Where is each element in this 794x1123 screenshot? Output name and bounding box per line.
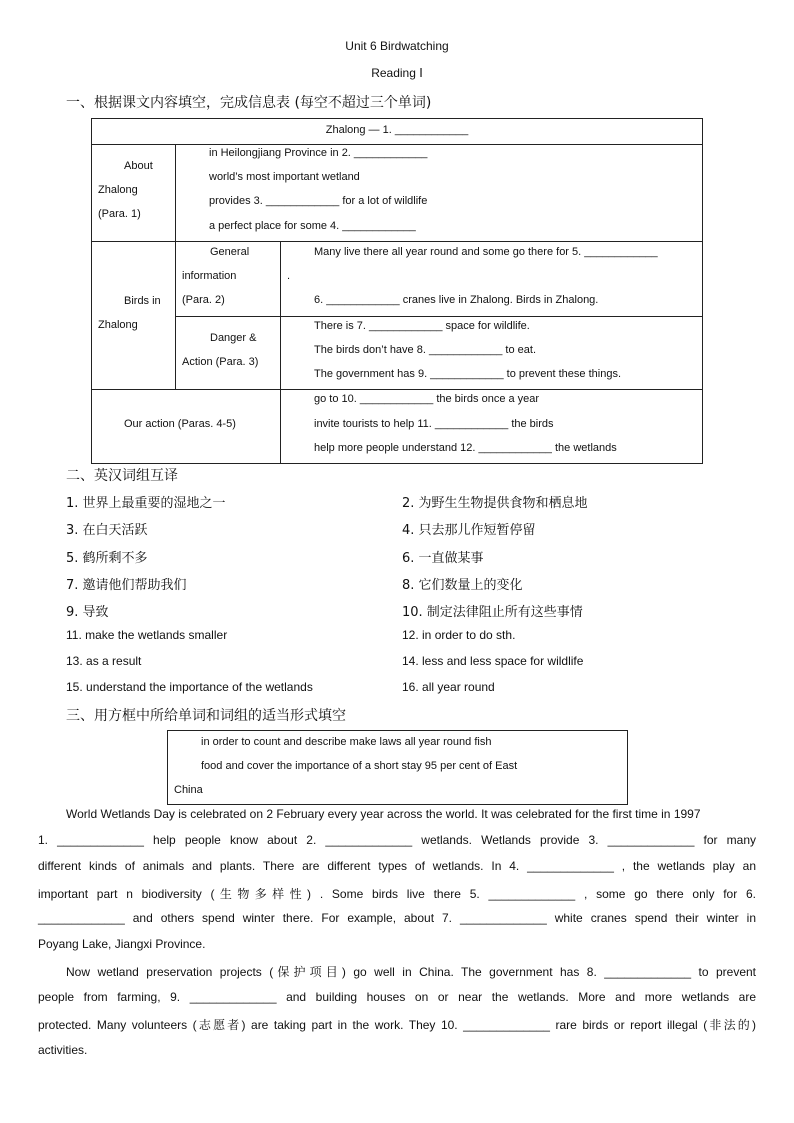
- about-item: in Heilongjiang Province in 2. ____________: [209, 147, 428, 159]
- passage-line: 1. _____________ help people know about 2. _____________ wetlands. Wetlands provide 3. _____________ for many: [38, 833, 756, 847]
- passage-line: important part n biodiversity (生物多样性) . Some birds live there 5. _____________ , some go there only for 6.: [38, 887, 756, 901]
- danger-label-2: Action (Para. 3): [182, 356, 259, 368]
- vocab-item: 4. 只去那儿作短暂停留: [402, 523, 536, 538]
- general-label-2: information: [182, 270, 237, 282]
- table-top-row: Zhalong — 1. ____________: [325, 124, 469, 136]
- passage-line: Poyang Lake, Jiangxi Province.: [38, 937, 206, 951]
- section2-heading: 二、英汉词组互译: [66, 468, 178, 484]
- page-title: Unit 6 Birdwatching: [345, 39, 449, 53]
- word-box-line: China: [174, 784, 203, 796]
- section3-heading: 三、用方框中所给单词和词组的适当形式填空: [66, 708, 346, 724]
- word-box-line: in order to count and describe make laws all year round fish: [201, 736, 492, 748]
- vocab-item: 13. as a result: [66, 654, 142, 668]
- word-box-line: food and cover the importance of a short stay 95 per cent of East: [201, 760, 518, 772]
- vocab-item: 12. in order to do sth.: [402, 628, 516, 642]
- info-table: [91, 118, 703, 464]
- general-item: .: [287, 270, 291, 282]
- vocab-item: 16. all year round: [402, 680, 495, 694]
- about-item: provides 3. ____________ for a lot of wildlife: [209, 195, 428, 207]
- table-rule: [280, 241, 281, 463]
- about-label-1: About: [124, 160, 153, 172]
- passage-line: protected. Many volunteers (志愿者) are taking part in the work. They 10. _____________ rare birds or report illegal (非法的): [38, 1018, 756, 1032]
- danger-label-1: Danger &: [210, 332, 257, 344]
- page-subtitle: Reading Ⅰ: [371, 66, 423, 80]
- table-rule: [92, 144, 702, 145]
- passage-line: World Wetlands Day is celebrated on 2 February every year across the world. It was celebrated for the first time in 1997: [66, 807, 701, 821]
- general-item: 6. ____________ cranes live in Zhalong. Birds in Zhalong.: [314, 294, 599, 306]
- general-item: Many live there all year round and some go there for 5. ____________: [314, 246, 658, 258]
- about-item: a perfect place for some 4. ____________: [209, 220, 416, 232]
- passage-line: activities.: [38, 1043, 88, 1057]
- vocab-item: 8. 它们数量上的变化: [402, 578, 523, 593]
- passage-line: _____________ and others spend winter there. For example, about 7. _____________ white cranes spend their winter in: [38, 911, 756, 925]
- vocab-item: 3. 在白天活跃: [66, 523, 148, 538]
- general-label-3: (Para. 2): [182, 294, 225, 306]
- danger-item: The government has 9. ____________ to prevent these things.: [314, 368, 621, 380]
- vocab-item: 9. 导致: [66, 605, 109, 620]
- table-rule: [92, 389, 702, 390]
- vocab-item: 6. 一直做某事: [402, 551, 484, 566]
- table-rule: [175, 144, 176, 389]
- danger-item: There is 7. ____________ space for wildlife.: [314, 320, 530, 332]
- danger-item: The birds don’t have 8. ____________ to eat.: [314, 344, 537, 356]
- vocab-item: 14. less and less space for wildlife: [402, 654, 584, 668]
- birds-label-2: Zhalong: [98, 319, 138, 331]
- action-item: invite tourists to help 11. ____________ the birds: [314, 418, 554, 430]
- action-label: Our action (Paras. 4-5): [124, 418, 236, 430]
- birds-label-1: Birds in: [124, 295, 161, 307]
- vocab-item: 1. 世界上最重要的湿地之一: [66, 496, 226, 511]
- table-rule: [92, 241, 702, 242]
- table-rule: [175, 316, 702, 317]
- passage-line: Now wetland preservation projects (保护项目) go well in China. The government has 8. _____________ to prevent: [66, 965, 756, 979]
- general-label-1: General: [210, 246, 250, 258]
- word-box: [167, 730, 628, 805]
- passage-line: people from farming, 9. _____________ and building houses on or near the wetlands. More and more wetlands are: [38, 990, 756, 1004]
- vocab-item: 11. make the wetlands smaller: [66, 628, 228, 642]
- vocab-item: 5. 鹤所剩不多: [66, 551, 148, 566]
- vocab-item: 7. 邀请他们帮助我们: [66, 578, 187, 593]
- vocab-item: 15. understand the importance of the wetlands: [66, 680, 313, 694]
- action-item: go to 10. ____________ the birds once a year: [314, 393, 540, 405]
- action-item: help more people understand 12. ____________ the wetlands: [314, 442, 617, 454]
- passage-line: different kinds of animals and plants. There are different types of wetlands. In 4. _____________ , the wetlands play an: [38, 859, 756, 873]
- about-label-2: Zhalong: [98, 184, 138, 196]
- vocab-item: 2. 为野生生物提供食物和栖息地: [402, 496, 588, 511]
- section1-heading: 一、根据课文内容填空，完成信息表 (每空不超过三个单词): [66, 95, 432, 111]
- about-item: world’s most important wetland: [209, 171, 360, 183]
- about-label-3: (Para. 1): [98, 208, 141, 220]
- vocab-item: 10. 制定法律阻止所有这些事情: [402, 605, 583, 620]
